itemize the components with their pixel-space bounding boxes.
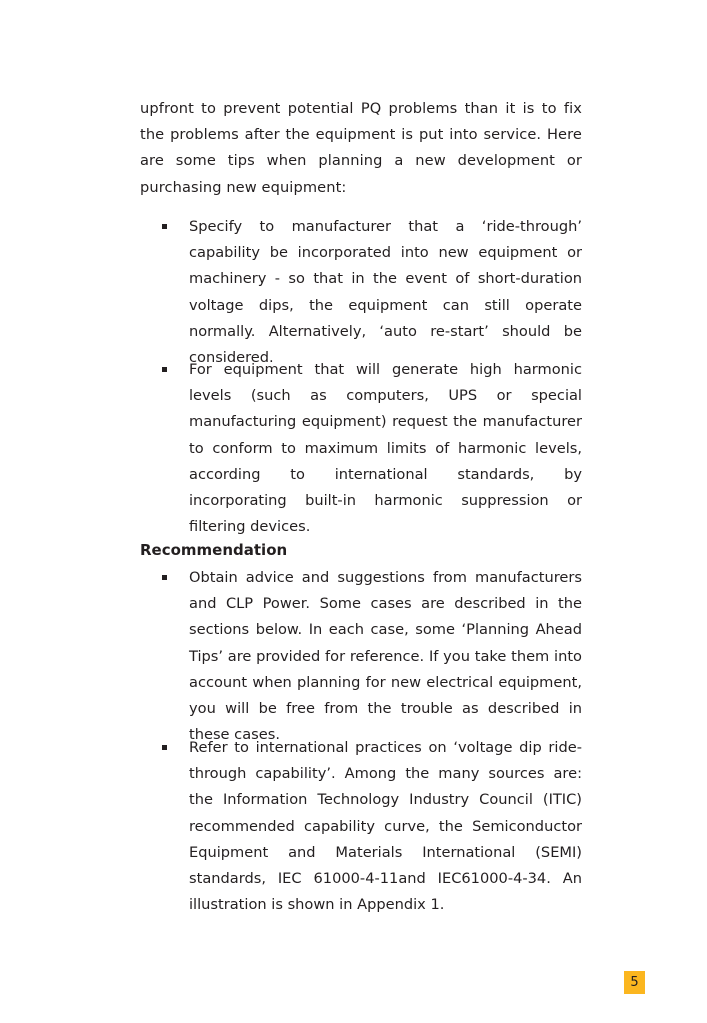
recommendation-heading: Recommendation [140,541,288,559]
recommendation-text: Obtain advice and suggestions from manufacturers and CLP Power. Some cases are described in the sections below. In each case, some ‘Planning Ahead Tips’ are provided for reference. If you take them into account when planning for new electrical equipment, you will be free from the trouble as described in these cases. [189,569,582,744]
tip-item [140,214,582,371]
tip-item [140,357,582,540]
intro-paragraph: upfront to prevent potential PQ problems than it is to fix the problems after the equipment is put into service. Here are some tips when planning a new development or purchasing new equipment: [140,100,582,196]
recommendation-item [140,735,582,918]
square-bullet-icon [162,745,167,750]
square-bullet-icon [162,575,167,580]
tip-text: Specify to manufacturer that a ‘ride-through’ capability be incorporated into new equipment or machinery - so that in the event of short-duration voltage dips, the equipment can still operate normally. Alternatively, ‘auto re-start’ should be considered. [189,218,582,367]
recommendation-item [140,565,582,748]
square-bullet-icon [162,224,167,229]
tip-text: For equipment that will generate high harmonic levels (such as computers, UPS or special manufacturing equipment) request the manufacturer to conform to maximum limits of harmonic levels, according to international standards, by incorporating built-in harmonic suppression or filtering devices. [189,361,582,536]
page-number-badge: 5 [624,971,645,994]
square-bullet-icon [162,367,167,372]
recommendation-text: Refer to international practices on ‘voltage dip ride-through capability’. Among the many sources are: the Information Technology Industry Council (ITIC) recommended capability curve, the Semiconductor Equipment and Materials International (SEMI) standards, IEC 61000-4-11and IEC61000-4-34. An illustration is shown in Appendix 1. [189,739,582,914]
